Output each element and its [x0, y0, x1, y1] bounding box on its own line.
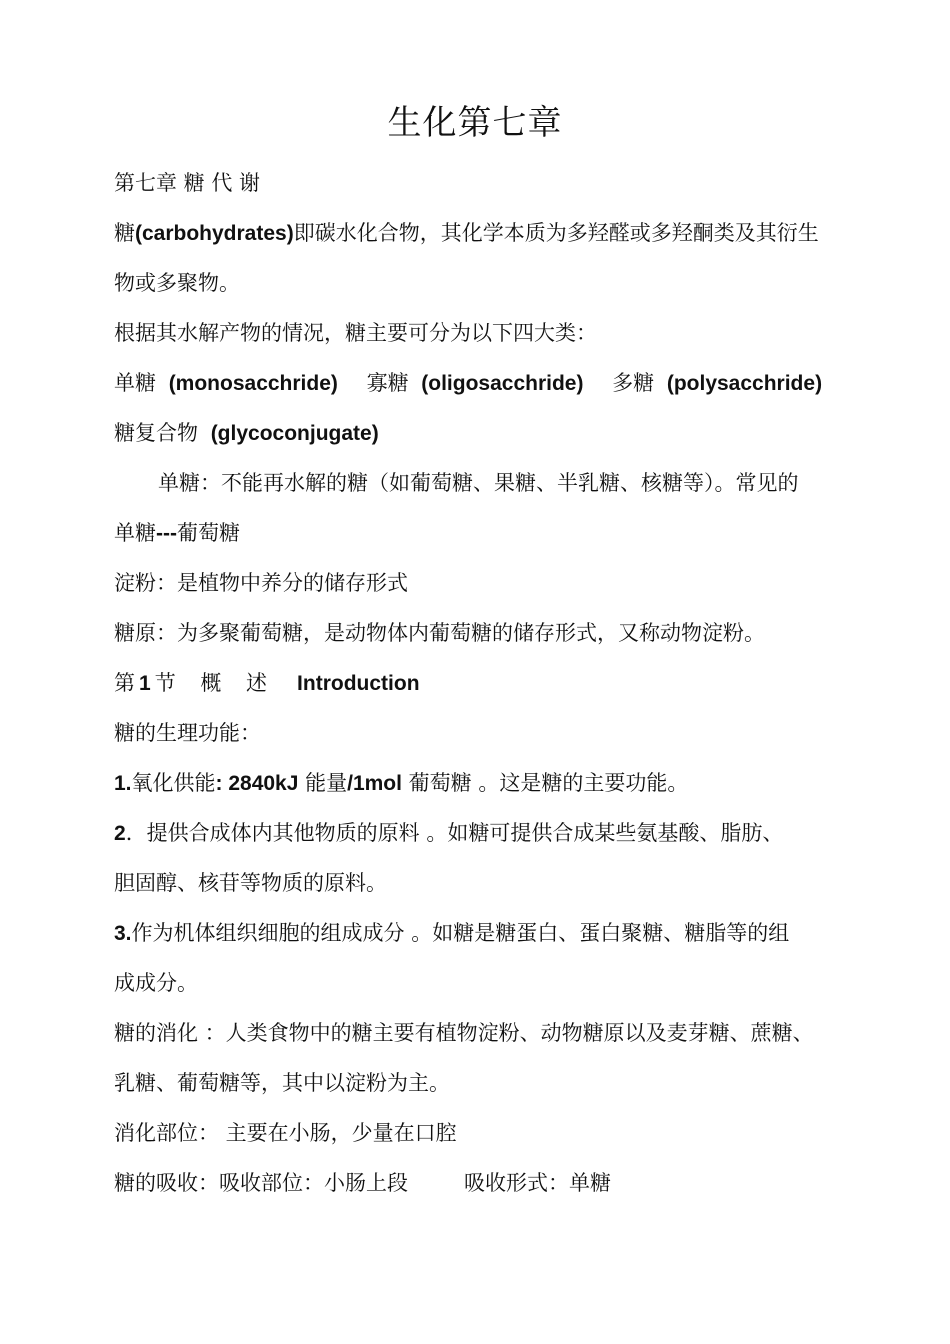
function-number: 1.	[114, 772, 132, 795]
function-text: 能量	[298, 771, 348, 795]
monosaccharide-text: 葡萄糖	[176, 521, 240, 545]
class-en: (monosacchride)	[168, 372, 338, 395]
definition-text: 即碳水化合物，其化学本质为多羟醛或多羟酮类及其衍生	[293, 221, 819, 245]
section-title-en: Introduction	[297, 672, 420, 695]
absorption-site: 糖的吸收：吸收部位：小肠上段	[114, 1171, 408, 1195]
page-title: 生化第七章	[387, 103, 563, 143]
function-text: ．提供合成体内其他物质的原料 。如糖可提供合成某些氨基酸、脂肪、	[125, 821, 784, 845]
function-text: 葡萄糖 。这是糖的主要功能。	[401, 771, 689, 795]
function-1	[114, 768, 844, 799]
class-en: (oligosacchride)	[421, 372, 584, 395]
dash: ---	[156, 522, 177, 545]
definition-line-2: 物或多聚物。	[114, 271, 240, 295]
class-cn: 多糖	[612, 371, 655, 395]
function-2-line-2: 胆固醇、核苷等物质的原料。	[114, 871, 387, 895]
monosaccharide-line-1: 单糖：不能再水解的糖（如葡萄糖、果糖、半乳糖、核糖等）。常见的	[158, 471, 799, 495]
class-en: (polysacchride)	[666, 372, 823, 395]
function-3-line-2: 成成分。	[114, 971, 198, 995]
digestion-line-2: 乳糖、葡萄糖等，其中以淀粉为主。	[114, 1071, 450, 1095]
section-heading	[114, 668, 844, 699]
digestion-line-1: 糖的消化 ：人类食物中的糖主要有植物淀粉、动物糖原以及麦芽糖、蔗糖、	[114, 1021, 814, 1045]
functions-heading: 糖的生理功能：	[114, 721, 261, 745]
classification-list	[114, 368, 844, 399]
function-text: 氧化供能	[131, 771, 216, 795]
class-cn: 寡糖	[366, 371, 409, 395]
class-cn: 糖复合物	[114, 421, 198, 445]
section-text: 节 概 述	[154, 671, 268, 695]
absorption-line	[114, 1168, 844, 1198]
function-value: : 2840kJ	[215, 772, 299, 795]
monosaccharide-line-2	[114, 518, 844, 549]
function-text: 作为机体组织细胞的组成成分 。如糖是糖蛋白、蛋白聚糖、糖脂等的组	[131, 921, 790, 945]
class-cn: 单糖	[114, 371, 156, 395]
classification-intro: 根据其水解产物的情况，糖主要可分为以下四大类：	[114, 321, 597, 345]
monosaccharide-text: 单糖	[114, 521, 156, 545]
section-text: 第	[114, 671, 135, 695]
section-number: 1	[139, 672, 151, 695]
definition-term: (carbohydrates)	[135, 222, 294, 245]
definition-text: 糖	[114, 221, 135, 245]
function-value: /1mol	[347, 772, 402, 795]
function-number: 3.	[114, 922, 132, 945]
class-en: (glycoconjugate)	[210, 422, 379, 445]
function-2	[114, 818, 844, 849]
function-3	[114, 918, 844, 949]
digestion-site: 消化部位： 主要在小肠，少量在口腔	[114, 1121, 457, 1145]
starch-line: 淀粉：是植物中养分的储存形式	[114, 571, 408, 595]
definition-line-1	[114, 218, 844, 249]
absorption-form: 吸收形式：单糖	[464, 1171, 611, 1195]
chapter-heading: 第七章 糖 代 谢	[114, 171, 261, 195]
classification-list-2	[114, 418, 844, 449]
function-number: 2	[114, 822, 126, 845]
glycogen-line: 糖原：为多聚葡萄糖，是动物体内葡萄糖的储存形式，又称动物淀粉。	[114, 621, 765, 645]
